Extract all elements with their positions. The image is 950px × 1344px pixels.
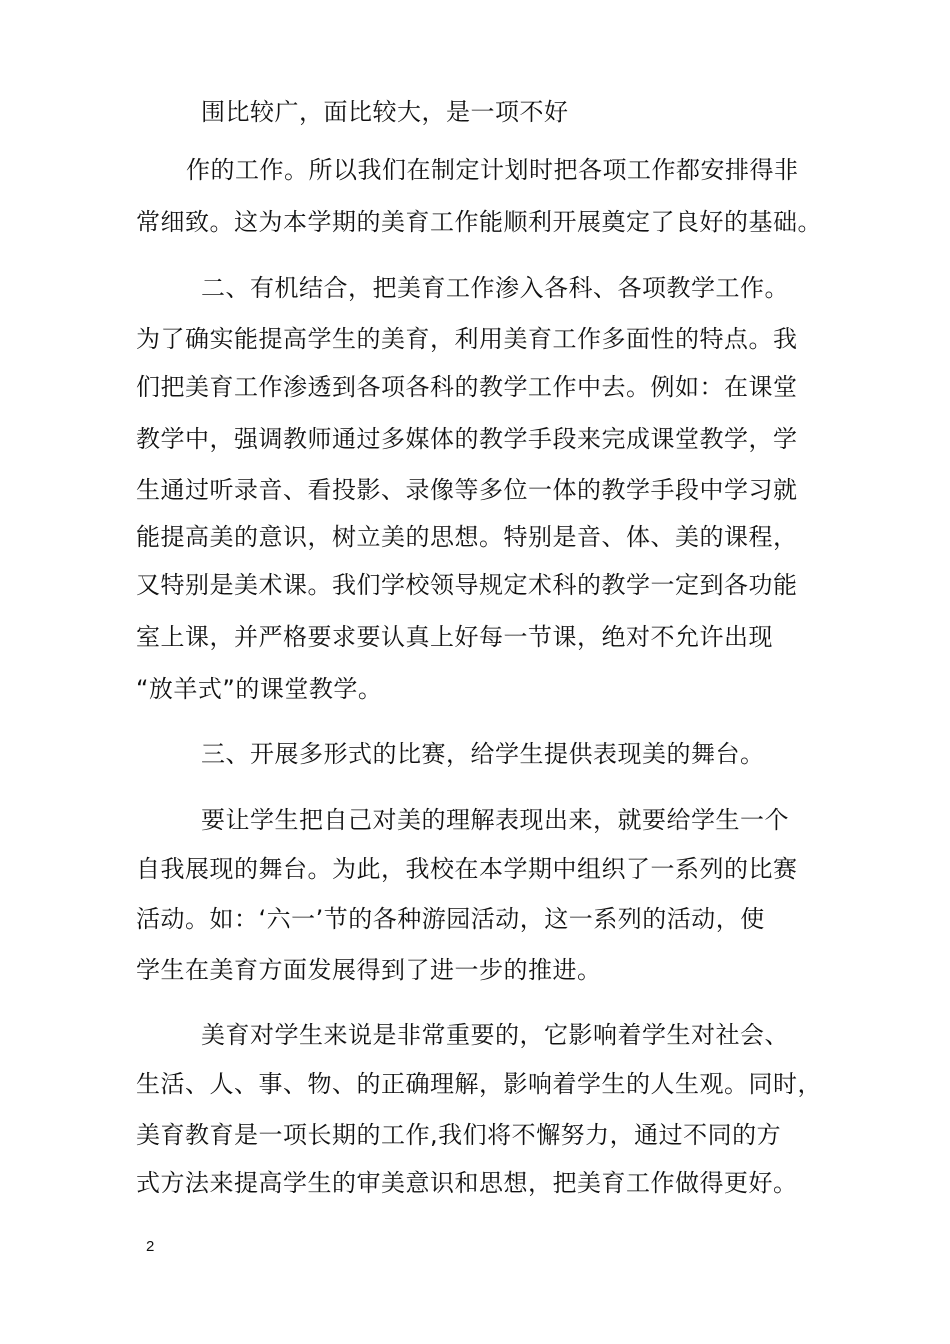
text-line: 自我展现的舞台。为此，我校在本学期中组织了一系列的比赛	[136, 855, 798, 883]
text-line: 式方法来提高学生的审美意识和思想，把美育工作做得更好。	[136, 1169, 798, 1197]
text-line: 生通过听录音、看投影、录像等多位一体的教学手段中学习就	[136, 476, 798, 504]
text-line: 室上课，并严格要求要认真上好每一节课，绝对不允许出现	[136, 623, 773, 651]
text-line: 又特别是美术课。我们学校领导规定术科的教学一定到各功能	[136, 571, 798, 599]
text-line: 围比较广，面比较大，是一项不好	[201, 98, 569, 126]
text-line: 常细致。这为本学期的美育工作能顺利开展奠定了良好的基础。	[136, 208, 822, 236]
text-line: 作的工作。所以我们在制定计划时把各项工作都安排得非	[186, 156, 799, 184]
page-number: 2	[146, 1238, 155, 1255]
text-line: 美育对学生来说是非常重要的，它影响着学生对社会、	[201, 1021, 789, 1049]
text-line: “放羊式”的课堂教学。	[136, 675, 383, 703]
text-line: 们把美育工作渗透到各项各科的教学工作中去。例如：在课堂	[136, 373, 798, 401]
text-line: 活动。如：‘六一’节的各种游园活动，这一系列的活动，使	[136, 905, 765, 933]
text-line: 为了确实能提高学生的美育，利用美育工作多面性的特点。我	[136, 325, 798, 353]
section-heading: 三、开展多形式的比赛，给学生提供表现美的舞台。	[201, 740, 765, 768]
text-line: 二、有机结合，把美育工作渗入各科、各项教学工作。	[201, 274, 789, 302]
text-line: 能提高美的意识，树立美的思想。特别是音、体、美的课程，	[136, 523, 798, 551]
text-line: 学生在美育方面发展得到了进一步的推进。	[136, 956, 602, 984]
text-line: 生活、人、事、物、的正确理解，影响着学生的人生观。同时，	[136, 1070, 822, 1098]
text-line: 教学中，强调教师通过多媒体的教学手段来完成课堂教学，学	[136, 425, 798, 453]
text-line: 美育教育是一项长期的工作,我们将不懈努力，通过不同的方	[136, 1121, 782, 1149]
text-line: 要让学生把自己对美的理解表现出来，就要给学生一个	[201, 806, 789, 834]
